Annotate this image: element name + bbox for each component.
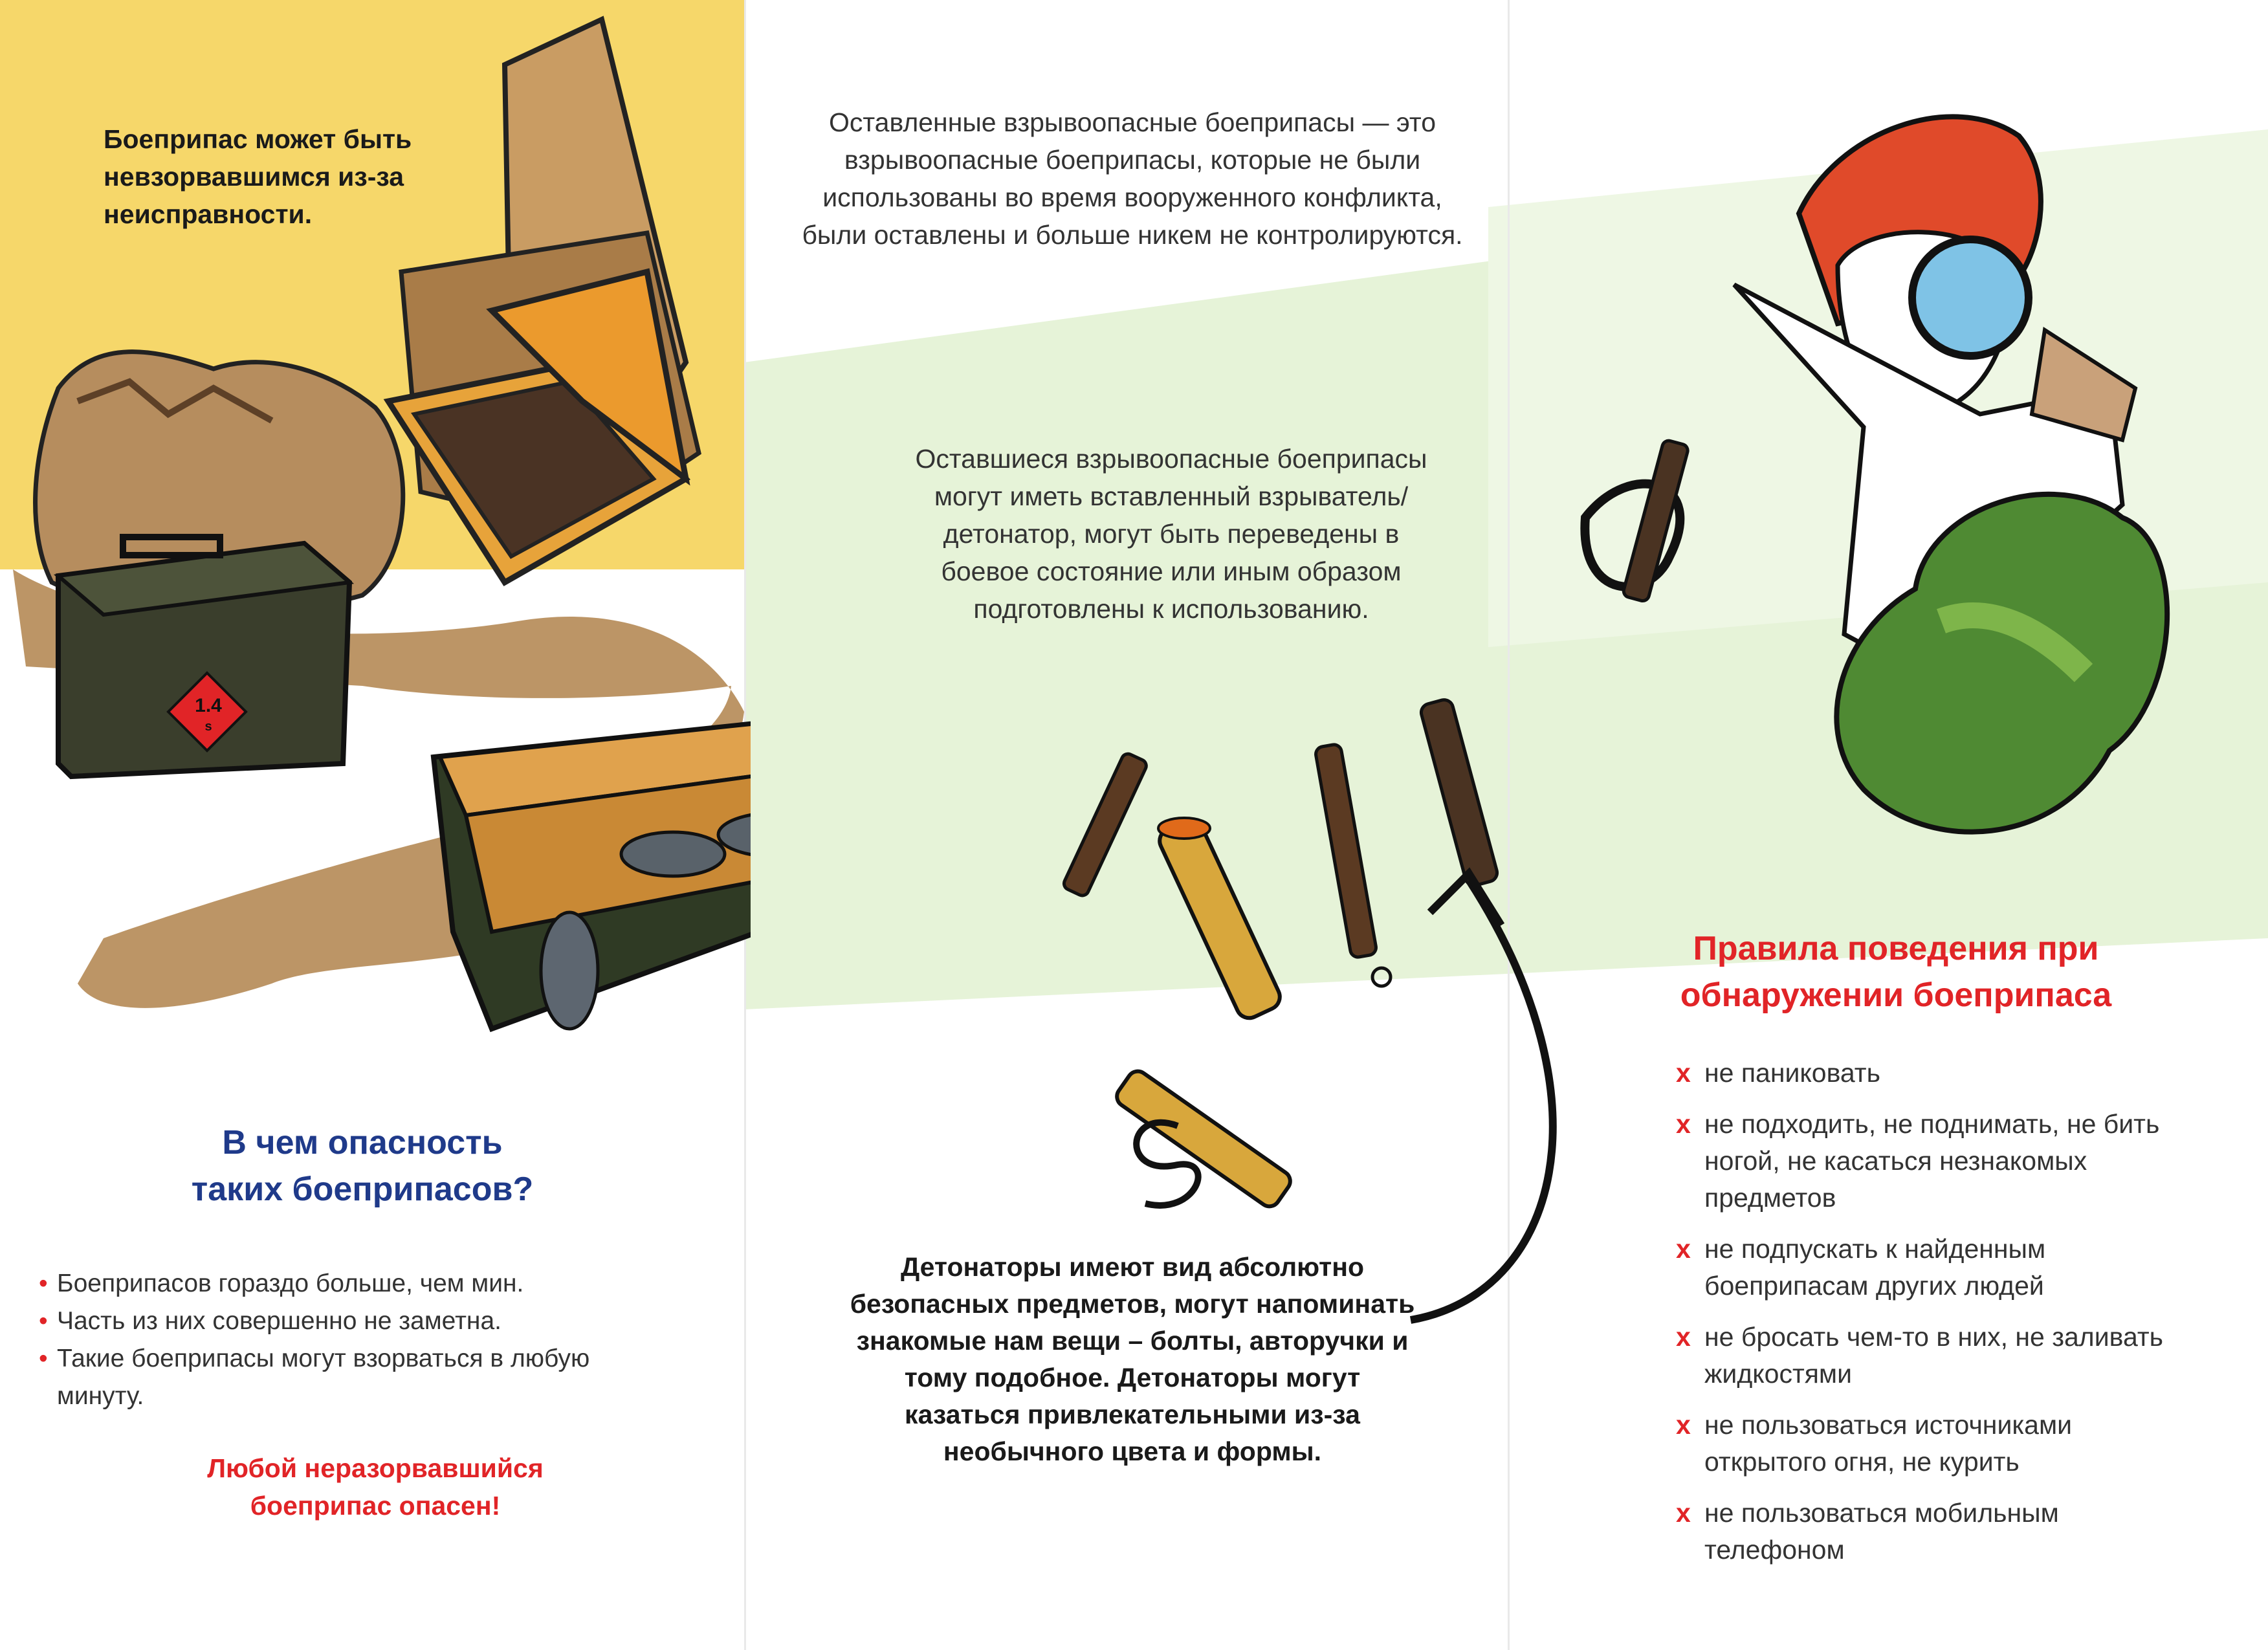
detonator-1 bbox=[1062, 752, 1148, 897]
hazard-label-sub: s bbox=[204, 720, 212, 734]
curved-arrow bbox=[1391, 841, 1618, 1359]
danger-bullet: • Часть из них совершенно не заметна. bbox=[39, 1303, 686, 1340]
danger-heading-line1: В чем опасность bbox=[222, 1124, 503, 1161]
detonator-2 bbox=[1156, 815, 1284, 1022]
rule-text: не паниковать bbox=[1704, 1058, 1880, 1088]
danger-bullet: • Такие боеприпасы могут взорваться в любую минуту. bbox=[39, 1340, 613, 1415]
x-mark-icon: x bbox=[1676, 1498, 1691, 1528]
x-mark-icon: x bbox=[1676, 1058, 1691, 1088]
unexploded-warning: Любой неразорвавшийся боеприпас опасен! bbox=[207, 1453, 544, 1521]
ammo-can bbox=[58, 537, 349, 776]
rules-list bbox=[1676, 1055, 2168, 1583]
rule-text: не пользоваться мобильным телефоном bbox=[1704, 1498, 2059, 1565]
rule-item bbox=[1676, 1231, 2168, 1304]
rule-text: не пользоваться источниками открытого огня, не курить bbox=[1704, 1410, 2073, 1477]
detonators-text: Детонаторы имеют вид абсолютно безопасных предметов, могут напоминать знакомые нам вещи – болты, авторучки и тому подобное. Детонаторы могут казаться привлекательными из-за необычного цвета и формы. bbox=[850, 1252, 1415, 1466]
x-mark-icon: x bbox=[1676, 1322, 1691, 1352]
danger-heading bbox=[84, 1119, 641, 1213]
rules-heading-line2: обнаружении боеприпаса bbox=[1680, 976, 2112, 1014]
hazard-label bbox=[189, 696, 228, 737]
x-mark-icon: x bbox=[1676, 1109, 1691, 1139]
left-top-text: Боеприпас может быть невзорвавшимся из-за неисправности. bbox=[104, 124, 412, 229]
rule-item bbox=[1676, 1495, 2168, 1568]
rule-item bbox=[1676, 1319, 2168, 1392]
remnants-text: Оставшиеся взрывоопасные боеприпасы могут иметь вставленный взрыватель/детонатор, могут быть переведены в боевое состояние или иным образом подготовлены к использованию. bbox=[915, 444, 1427, 624]
detonator-3 bbox=[1315, 743, 1391, 986]
rule-text: не бросать чем-то в них, не заливать жидкостями bbox=[1704, 1322, 2163, 1389]
danger-bullets bbox=[39, 1265, 686, 1415]
inspector-illustration bbox=[1475, 52, 2200, 893]
rules-heading bbox=[1566, 925, 2226, 1018]
rules-heading-line1: Правила поведения при bbox=[1693, 930, 2099, 967]
magnifier-icon bbox=[1912, 239, 2029, 356]
rule-text: не подпускать к найденным боеприпасам других людей bbox=[1704, 1234, 2046, 1301]
danger-bullet: • Боеприпасов гораздо больше, чем мин. bbox=[39, 1265, 686, 1303]
rule-item bbox=[1676, 1407, 2168, 1480]
x-mark-icon: x bbox=[1676, 1410, 1691, 1440]
definition-text: Оставленные взрывоопасные боеприпасы — это взрывоопасные боеприпасы, которые не были использованы во время вооруженного конфликта, были оставлены и больше никем не контролируются. bbox=[802, 107, 1463, 250]
rule-text: не подходить, не поднимать, не бить ногой, не касаться незнакомых предметов bbox=[1704, 1109, 2160, 1213]
shell-crate bbox=[434, 712, 751, 1029]
rule-item bbox=[1676, 1055, 2168, 1092]
x-mark-icon: x bbox=[1676, 1234, 1691, 1264]
danger-heading-line2: таких боеприпасов? bbox=[191, 1171, 534, 1208]
hazard-label-class: 1.4 bbox=[195, 695, 222, 716]
rule-item bbox=[1676, 1106, 2168, 1216]
